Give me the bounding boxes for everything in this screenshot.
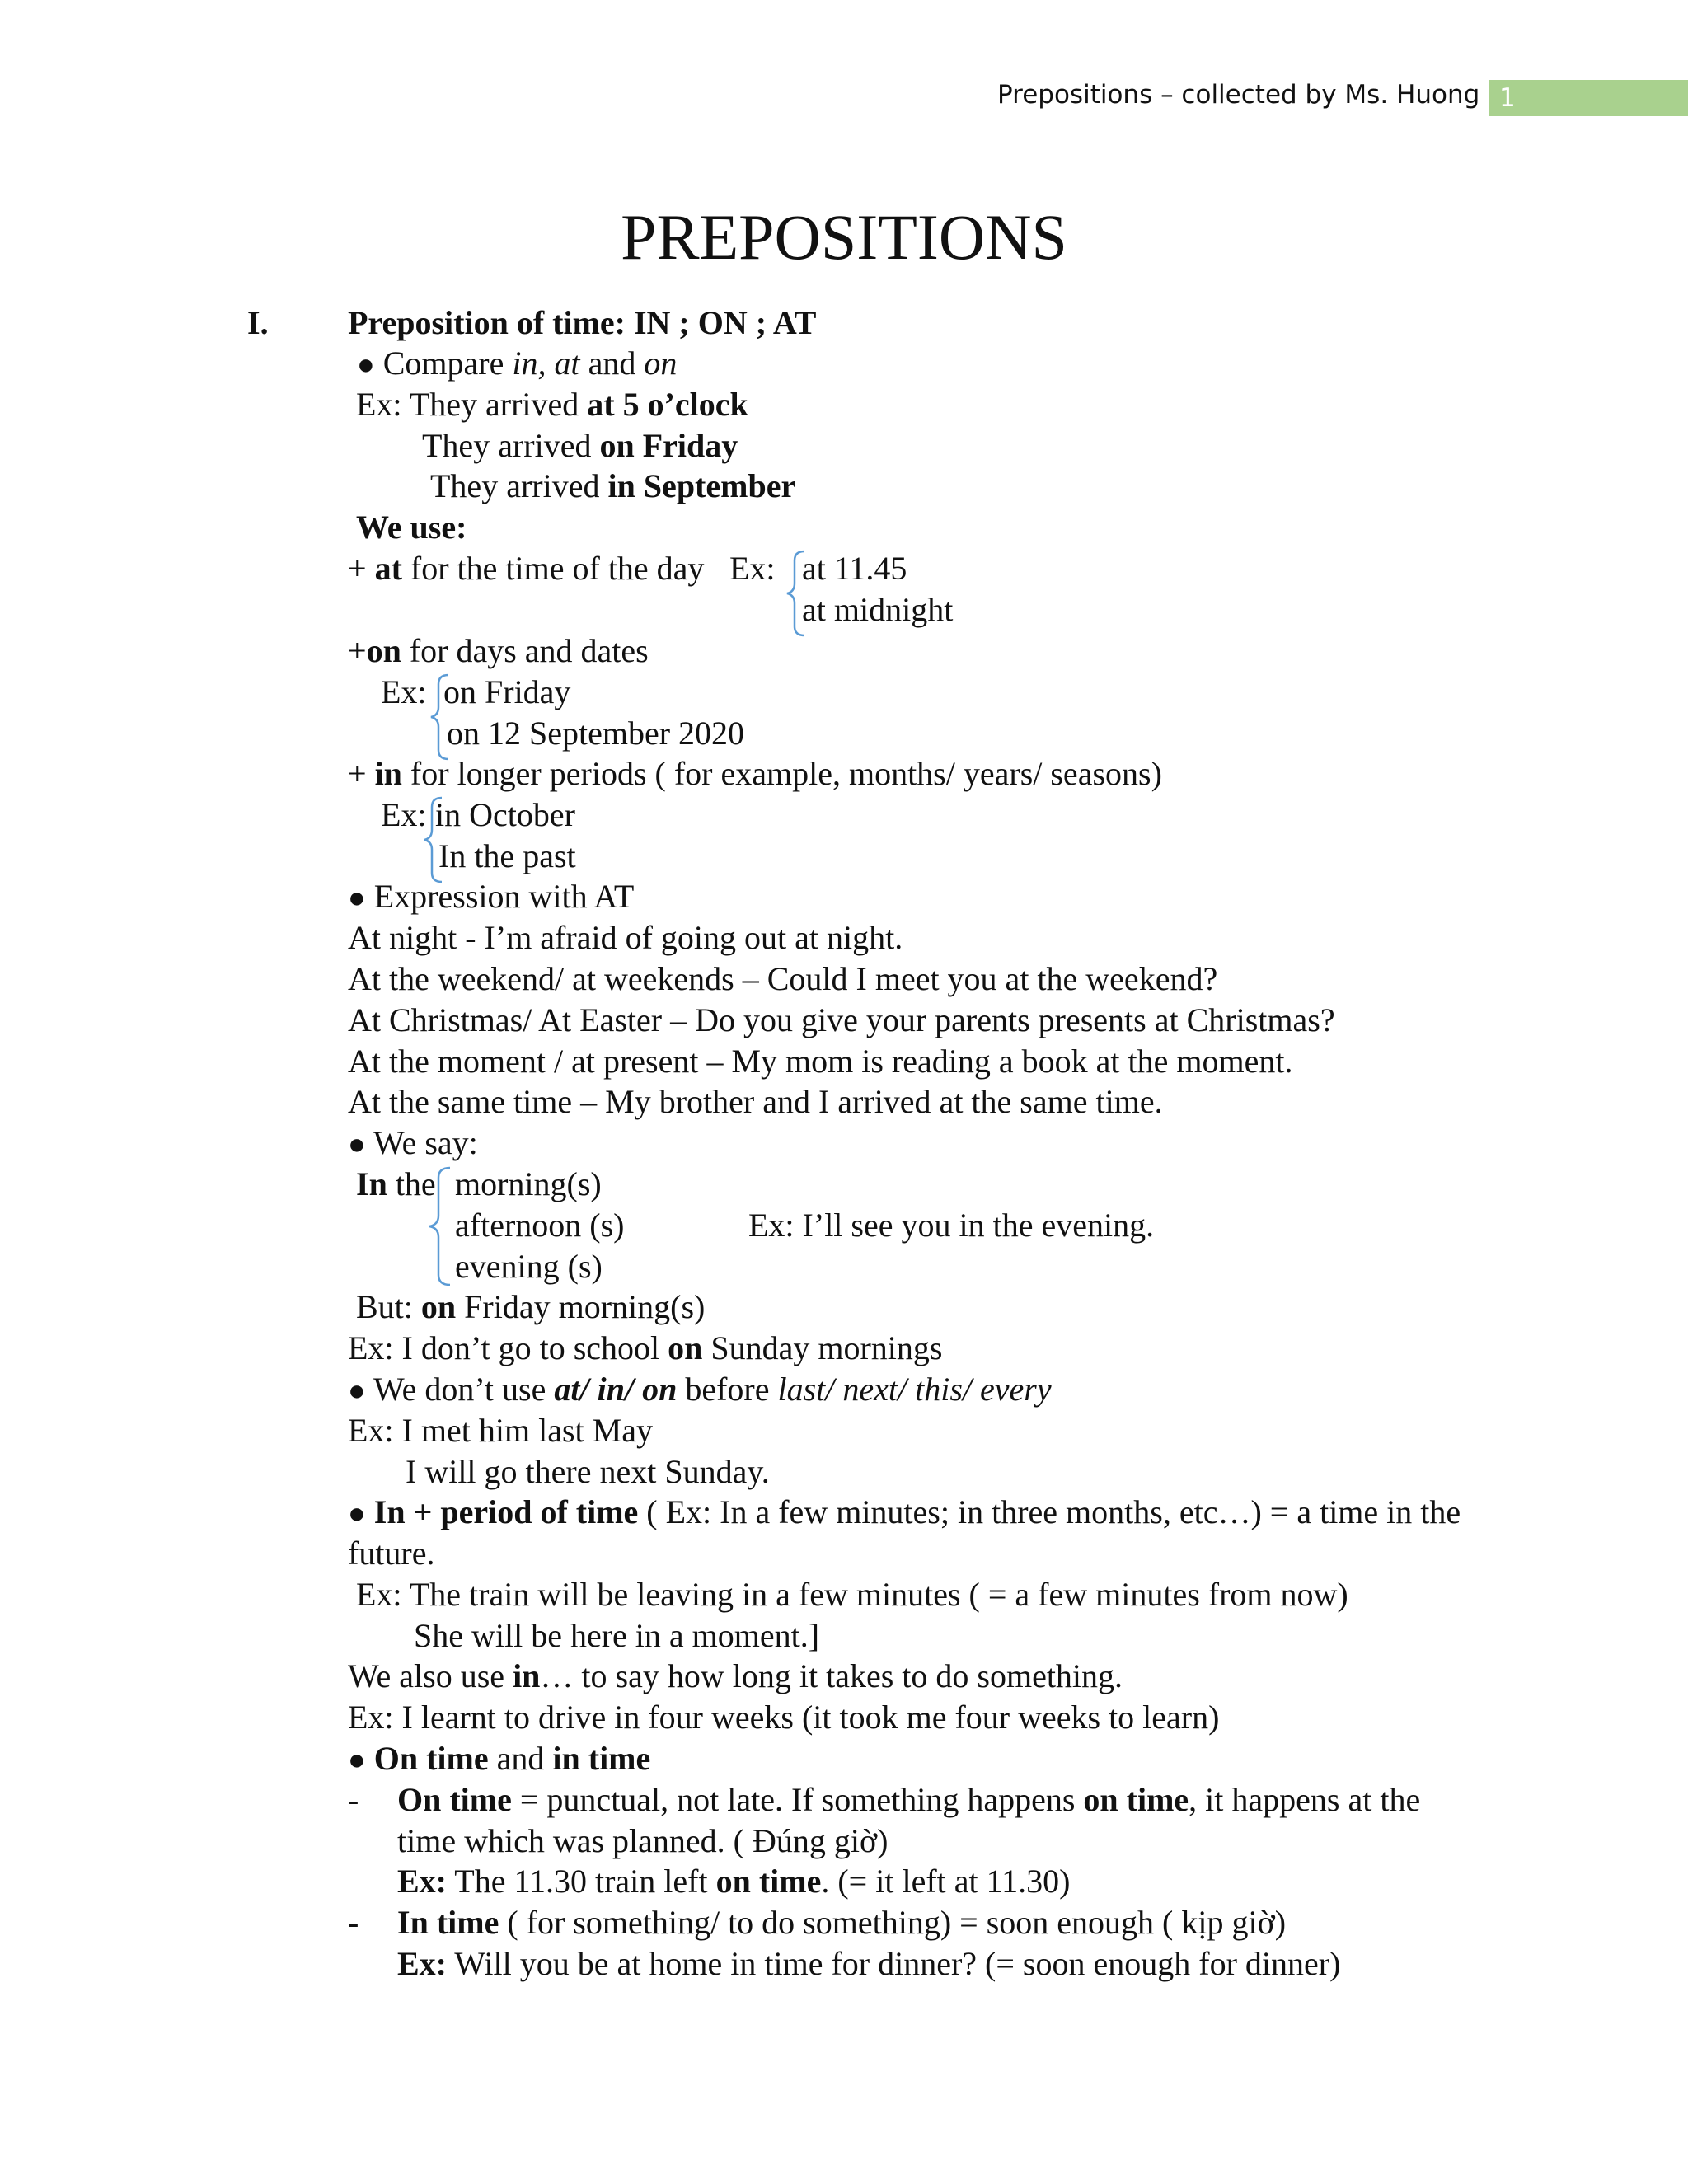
example-line: Ex: I met him last May [348, 1412, 653, 1449]
brace-icon [425, 1165, 453, 1288]
page-number: 1 [1499, 83, 1516, 113]
example-item: on 12 September 2020 [447, 715, 745, 752]
example-line: Ex: I’ll see you in the evening. [748, 1207, 1155, 1244]
in-rule: + in for longer periods ( for example, months/ years/ seasons) [348, 755, 1162, 792]
expression-line: At night - I’m afraid of going out at night. [348, 919, 903, 956]
example-item: at midnight [802, 591, 954, 628]
expression-line: At the weekend/ at weekends – Could I meet you at the weekend? [348, 960, 1218, 997]
expression-line: At the moment / at present – My mom is reading a book at the moment. [348, 1043, 1293, 1080]
example-line: Ex: Will you be at home in time for dinner? (= soon enough for dinner) [397, 1945, 1341, 1982]
bullet-icon: ● [348, 1743, 366, 1776]
but-line: But: on Friday morning(s) [356, 1288, 706, 1325]
in-period-continued: future. [348, 1535, 435, 1572]
example-line: She will be here in a moment.] [414, 1617, 820, 1654]
in-time-definition: In time ( for something/ to do something) = soon enough ( kịp giờ) [397, 1904, 1287, 1941]
bullet-icon: ● [357, 348, 375, 381]
part-of-day: evening (s) [455, 1248, 603, 1285]
expression-line: At the same time – My brother and I arrived at the same time. [348, 1083, 1163, 1120]
example-label: Ex: [381, 673, 427, 710]
on-time-definition-continued: time which was planned. ( Đúng giờ) [397, 1822, 889, 1859]
example-label: Ex: [381, 796, 427, 833]
dont-use-line: ● We don’t use at/ in/ on before last/ next/ this/ every [348, 1371, 1052, 1408]
example-item: on Friday [443, 673, 571, 710]
example-line: Ex: I don’t go to school on Sunday mornings [348, 1329, 943, 1366]
compare-line: ● Compare in, at and on [357, 344, 678, 382]
expression-at-heading: ● Expression with AT [348, 878, 635, 915]
example-line: Ex: The train will be leaving in a few minutes ( = a few minutes from now) [356, 1576, 1348, 1613]
page-number-tab [1489, 80, 1688, 116]
on-time-definition: On time = punctual, not late. If something happens on time, it happens at the [397, 1781, 1421, 1818]
running-header: Prepositions – collected by Ms. Huong [997, 80, 1480, 110]
section-number: I. [247, 304, 269, 341]
on-rule: +on for days and dates [348, 632, 649, 669]
bullet-icon: ● [348, 1374, 366, 1407]
example-line: Ex: I learnt to drive in four weeks (it took me four weeks to learn) [348, 1699, 1220, 1736]
in-the-label: In the [356, 1165, 436, 1202]
part-of-day: morning(s) [455, 1165, 602, 1202]
in-period-line: ● In + period of time ( Ex: In a few minutes; in three months, etc…) = a time in the [348, 1493, 1461, 1530]
at-rule: + at for the time of the day [348, 550, 705, 587]
example-line: Ex: They arrived at 5 o’clock [356, 386, 748, 423]
on-in-time-heading: ● On time and in time [348, 1740, 651, 1777]
list-dash: - [348, 1904, 359, 1941]
bullet-icon: ● [348, 1497, 366, 1530]
page-title: PREPOSITIONS [621, 201, 1067, 273]
example-line: They arrived in September [430, 467, 796, 504]
part-of-day: afternoon (s) [455, 1207, 625, 1244]
bullet-icon: ● [348, 1127, 366, 1160]
example-item: in October [435, 796, 575, 833]
we-say-heading: ● We say: [348, 1124, 478, 1161]
also-use-line: We also use in… to say how long it takes to do something. [348, 1657, 1123, 1694]
list-dash: - [348, 1781, 359, 1818]
expression-line: At Christmas/ At Easter – Do you give your parents presents at Christmas? [348, 1001, 1335, 1038]
section-heading: Preposition of time: IN ; ON ; AT [348, 304, 817, 341]
example-line: I will go there next Sunday. [406, 1453, 770, 1490]
we-use-heading: We use: [356, 509, 467, 546]
example-label: Ex: [729, 550, 776, 587]
example-line: They arrived on Friday [422, 427, 738, 464]
example-line: Ex: The 11.30 train left on time. (= it left at 11.30) [397, 1863, 1071, 1900]
example-item: at 11.45 [802, 550, 907, 587]
bullet-icon: ● [348, 881, 366, 914]
example-item: In the past [438, 837, 576, 874]
